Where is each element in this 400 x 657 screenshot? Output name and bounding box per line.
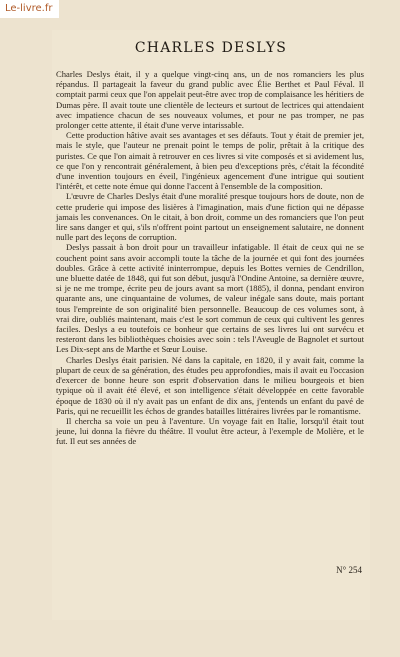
paragraph: Deslys passait à bon droit pour un travailleur infatigable. Il était de ceux qui ne se couchent point sans avoir accompli toute la tâche de la journée et qui font des journées doubles. Grâce à cette activité ininterrompue, depuis les Bottes vernies de Cendrillon, une bluette datée de 1848, qui fut son début, jusqu'à l'Ondine Antoine, sa dernière œuvre, si je ne me trompe, écrite peu de jours avant sa mort (1885), il donna, pendant environ quarante ans, une cinquantaine de volumes, de valeur inégale sans doute, mais portant tous l'empreinte de son originalité bien personnelle. Beaucoup de ces volumes sont, à vrai dire, oubliés maintenant, mais c'est le sort commun de ceux qui cultivent les genres faciles. Deslys a eu toutefois ce bonheur que certains de ses livres lui ont survécu et resteront dans les bibliothèques choisies avec soin : tels l'Aveugle de Bagnolet et surtout Les Dix-sept ans de Marthe et Sœur Louise. (56, 242, 364, 355)
page-number: N° 254 (336, 565, 362, 575)
article-body (56, 69, 364, 447)
paragraph: Charles Deslys était parisien. Né dans la capitale, en 1820, il y avait fait, comme la plupart de ceux de sa génération, des études peu approfondies, mais il avait eu l'occasion d'exercer de bonne heure son esprit d'observation dans le milieu bourgeois et bien typique où il avait été élevé, et son intelligence s'était développée en cette favorable époque de 1830 où il n'y avait pas un enfant de dix ans, j'entends un enfant du pavé de Paris, qui ne recueillit les échos de grandes batailles littéraires livrées par le romantisme. (56, 354, 364, 416)
paragraph: Charles Deslys était, il y a quelque vingt-cinq ans, un de nos romanciers les plus répandus. Il partageait la faveur du grand public avec Élie Berthet et Paul Féval. Il comptait parmi ceux que l'on appelait peut-être avec trop de complaisance les héritiers de Dumas père. Il avait toute une clientèle de lecteurs et surtout de lectrices qui attendaient avec impatience chacun de ses nouveaux volumes, et pour ne pas tromper, ne pas prolonger cette attente, il était d'une verve intarissable. (56, 69, 364, 131)
paragraph: Il chercha sa voie un peu à l'aventure. Un voyage fait en Italie, lorsqu'il était tout jeune, lui donna la fièvre du théâtre. Il voulut être acteur, à l'exemple de Molière, et le fut. Il eut ses années de (56, 415, 364, 447)
site-logo[interactable]: Le-livre.fr (0, 0, 59, 18)
page-title: CHARLES DESLYS (134, 40, 288, 56)
paragraph: L'œuvre de Charles Deslys était d'une moralité presque toujours hors de doute, non de cette pruderie qui impose des lisières à l'imagination, mais d'une fiction qui ne dépasse jamais les convenances. On le citait, à bon droit, comme un des romanciers que l'on peut lire sans danger et qui, s'ils n'offrent point partout un enseignement salutaire, ne donnent nulle part des leçons de corruption. (56, 191, 364, 243)
paragraph: Cette production hâtive avait ses avantages et ses défauts. Tout y était de premier jet, mais le style, que l'auteur ne prenait point le temps de polir, prêtait à la critique des puristes. Ce que l'on aimait à retrouver en ces livres si vite composés et si avidement lus, ce que l'on y rencontrait généralement, à bien peu d'exceptions près, c'était la fécondité d'une invention toujours en éveil, l'ingénieux agencement d'une intrigue qui soutient l'intérêt, et cette note émue qui donne l'accent à l'ensemble de la composition. (56, 130, 364, 192)
